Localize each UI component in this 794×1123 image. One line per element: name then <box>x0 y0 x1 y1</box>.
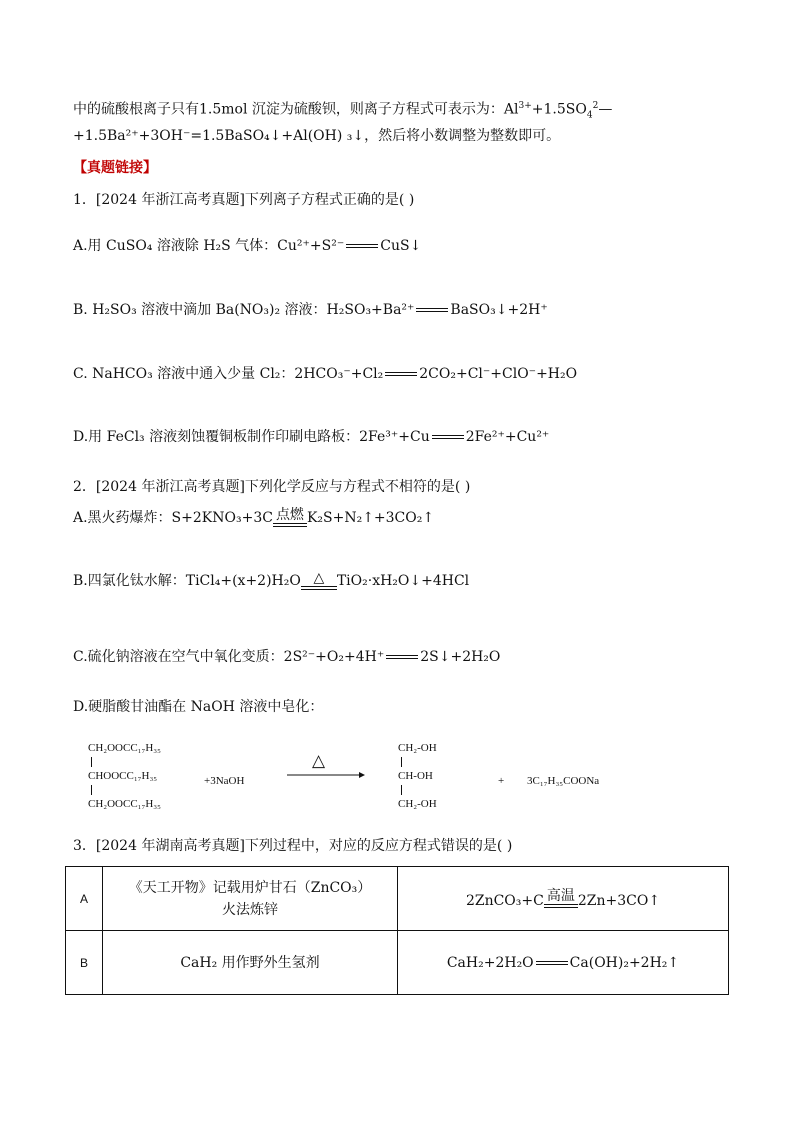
q1-option-a: A.用 CuSO₄ 溶液除 H₂S 气体：Cu²⁺+S²⁻ CuS↓ <box>73 238 422 254</box>
bond-line <box>401 785 402 795</box>
q1-heading: 1．[2024 年浙江高考真题]下列离子方程式正确的是( ) <box>73 192 415 208</box>
reaction-arrow-icon <box>287 770 365 780</box>
bond-line <box>91 785 92 795</box>
reagent: +3NaOH <box>204 775 245 787</box>
equals-sign <box>432 433 464 441</box>
q1-option-b: B. H₂SO₃ 溶液中滴加 Ba(NO₃)₂ 溶液：H₂SO₃+Ba²⁺ BaSO₃↓+2H⁺ <box>73 302 548 318</box>
process-description: 《天工开物》记载用炉甘石（ZnCO₃） 火法炼锌 <box>103 867 398 931</box>
equals-sign <box>386 653 418 661</box>
q2-option-d: D.硬脂酸甘油酯在 NaOH 溶液中皂化： <box>73 699 324 715</box>
table-row <box>66 867 729 931</box>
equals-sign <box>346 242 378 250</box>
bond-line <box>401 757 402 767</box>
plus-sign: + <box>498 775 505 787</box>
section-heading: 【真题链接】 <box>73 160 157 176</box>
reactant-line-2: CHOOCC₁₇H₃₅ <box>88 770 158 782</box>
equals-sign <box>536 959 568 967</box>
q3-table <box>65 866 729 995</box>
product-line-2: CH-OH <box>398 770 433 782</box>
option-label: A <box>66 867 103 931</box>
q2-heading: 2．[2024 年浙江高考真题]下列化学反应与方程式不相符的是( ) <box>73 479 471 495</box>
process-description: CaH₂ 用作野外生氢剂 <box>103 931 398 995</box>
bond-line <box>91 757 92 767</box>
q2-option-a: A.黑火药爆炸：S+2KNO₃+3C 点燃 K₂S+N₂↑+3CO₂↑ <box>73 507 435 526</box>
product-line-1: CH₂-OH <box>398 742 437 754</box>
reactant-line-1: CH₂OOCC₁₇H₃₅ <box>88 742 161 754</box>
reaction-equation: CaH₂+2H₂O Ca(OH)₂+2H₂↑ <box>398 931 729 995</box>
q2-option-c: C.硫化钠溶液在空气中氧化变质：2S²⁻+O₂+4H⁺ 2S↓+2H₂O <box>73 649 501 665</box>
option-label: B <box>66 931 103 995</box>
q1-option-c: C. NaHCO₃ 溶液中通入少量 Cl₂：2HCO₃⁻+Cl₂ 2CO₂+Cl⁻+ClO⁻+H₂O <box>73 366 578 382</box>
reaction-equation: 2ZnCO₃+C 高温 2Zn+3CO↑ <box>398 867 729 931</box>
q1-option-d: D.用 FeCl₃ 溶液刻蚀覆铜板制作印刷电路板：2Fe³⁺+Cu 2Fe²⁺+Cu²⁺ <box>73 429 550 445</box>
heat-symbol: △ <box>312 751 326 770</box>
intro-line-2: +1.5Ba²⁺+3OH⁻=1.5BaSO₄↓+Al(OH) ₃↓，然后将小数调整为整数即可。 <box>73 128 561 144</box>
condition-arrow: △ <box>301 571 337 591</box>
equals-sign <box>385 370 417 378</box>
intro-line-1: 中的硫酸根离子只有1.5mol 沉淀为硫酸钡，则离子方程式可表示为：$Al^{3+}+1.5SO_4^2—$ <box>73 101 613 121</box>
q2-option-b: B.四氯化钛水解：TiCl₄+(x+2)H₂O △ TiO₂·xH₂O↓+4HCl <box>73 570 470 589</box>
condition-arrow: 点燃 <box>273 508 307 528</box>
product-line-3: CH₂-OH <box>398 798 437 810</box>
condition-arrow: 高温 <box>544 889 578 909</box>
reactant-line-3: CH₂OOCC₁₇H₃₅ <box>88 798 161 810</box>
product-salt: 3C₁₇H₃₅COONa <box>527 775 600 787</box>
equals-sign <box>416 306 448 314</box>
q3-heading: 3．[2024 年湖南高考真题]下列过程中，对应的反应方程式错误的是( ) <box>73 838 513 854</box>
table-row <box>66 931 729 995</box>
